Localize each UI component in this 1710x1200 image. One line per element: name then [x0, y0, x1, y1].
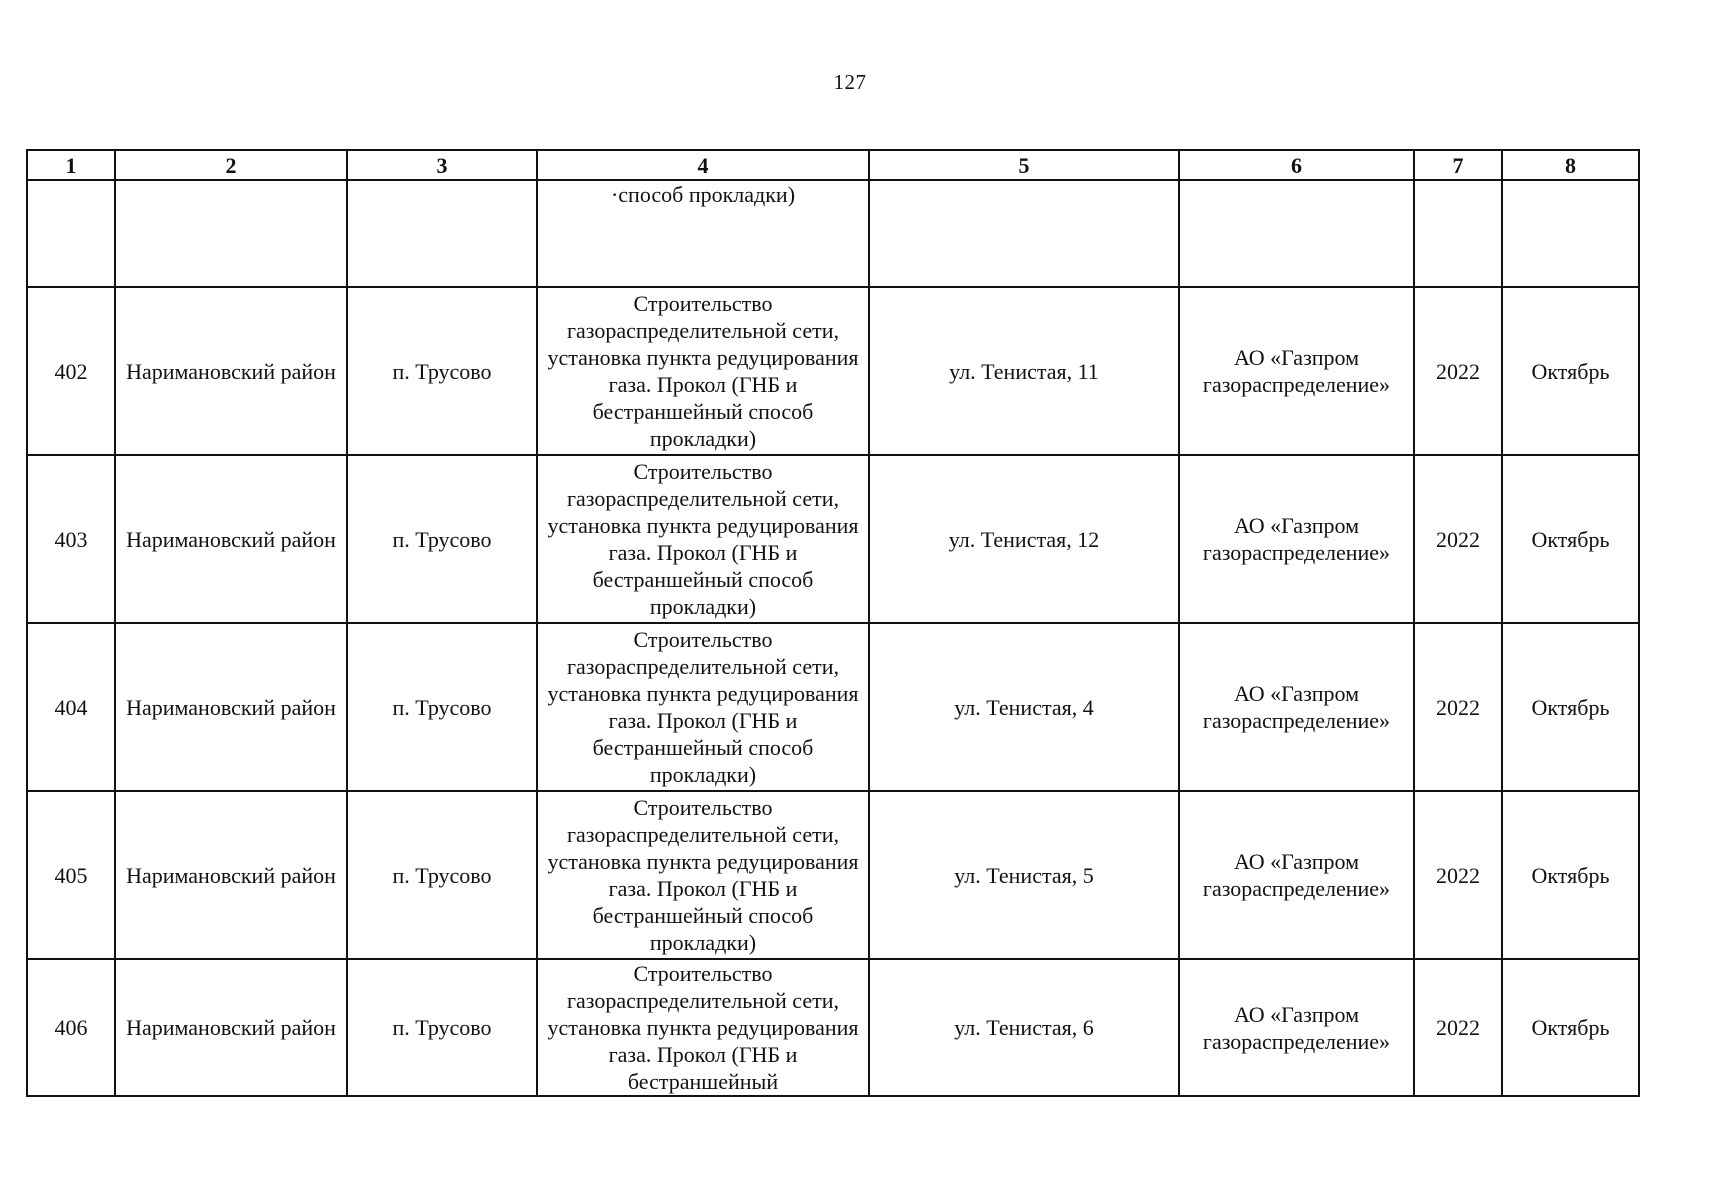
- cell-organization: АО «Газпром газораспределение»: [1179, 791, 1414, 959]
- header-col-2: 2: [115, 150, 347, 180]
- cell-settlement: п. Трусово: [347, 959, 537, 1096]
- cell-work-continuation: ·способ прокладки): [537, 180, 869, 287]
- cell-number: 404: [27, 623, 115, 791]
- cell-number: 406: [27, 959, 115, 1096]
- cell-month: Октябрь: [1502, 791, 1639, 959]
- table-row: [27, 455, 1639, 623]
- cell-organization: АО «Газпром газораспределение»: [1179, 455, 1414, 623]
- cell-work: Строительство газораспределительной сети, установка пункта редуцирования газа. Прокол (ГНБ и бестраншейный: [537, 959, 869, 1096]
- cell-month: Октябрь: [1502, 959, 1639, 1096]
- table-row: [27, 287, 1639, 455]
- cell-empty: [347, 180, 537, 287]
- cell-number: 405: [27, 791, 115, 959]
- cell-empty: [1414, 180, 1502, 287]
- cell-settlement: п. Трусово: [347, 455, 537, 623]
- cell-district: Наримановский район: [115, 791, 347, 959]
- cell-month: Октябрь: [1502, 287, 1639, 455]
- cell-month: Октябрь: [1502, 455, 1639, 623]
- cell-empty: [1502, 180, 1639, 287]
- cell-work: Строительство газораспределительной сети, установка пункта редуцирования газа. Прокол (ГНБ и бестраншейный способ прокладки): [537, 455, 869, 623]
- cell-address: ул. Тенистая, 11: [869, 287, 1179, 455]
- cell-year: 2022: [1414, 623, 1502, 791]
- cell-number: 402: [27, 287, 115, 455]
- table-row: [27, 791, 1639, 959]
- table-row: [27, 959, 1639, 1096]
- header-col-8: 8: [1502, 150, 1639, 180]
- header-col-4: 4: [537, 150, 869, 180]
- data-table: [26, 149, 1640, 1097]
- table-row: [27, 623, 1639, 791]
- cell-district: Наримановский район: [115, 455, 347, 623]
- cell-organization: АО «Газпром газораспределение»: [1179, 959, 1414, 1096]
- header-row: [27, 150, 1639, 180]
- header-col-7: 7: [1414, 150, 1502, 180]
- cell-address: ул. Тенистая, 4: [869, 623, 1179, 791]
- cell-work: Строительство газораспределительной сети, установка пункта редуцирования газа. Прокол (ГНБ и бестраншейный способ прокладки): [537, 623, 869, 791]
- cell-empty: [115, 180, 347, 287]
- cell-work: Строительство газораспределительной сети, установка пункта редуцирования газа. Прокол (ГНБ и бестраншейный способ прокладки): [537, 287, 869, 455]
- continuation-row: [27, 180, 1639, 287]
- cell-address: ул. Тенистая, 6: [869, 959, 1179, 1096]
- cell-address: ул. Тенистая, 12: [869, 455, 1179, 623]
- cell-address: ул. Тенистая, 5: [869, 791, 1179, 959]
- cell-empty: [27, 180, 115, 287]
- cell-empty: [869, 180, 1179, 287]
- cell-district: Наримановский район: [115, 959, 347, 1096]
- header-col-6: 6: [1179, 150, 1414, 180]
- cell-year: 2022: [1414, 791, 1502, 959]
- cell-settlement: п. Трусово: [347, 623, 537, 791]
- cell-work: Строительство газораспределительной сети, установка пункта редуцирования газа. Прокол (ГНБ и бестраншейный способ прокладки): [537, 791, 869, 959]
- header-col-5: 5: [869, 150, 1179, 180]
- cell-district: Наримановский район: [115, 287, 347, 455]
- header-col-3: 3: [347, 150, 537, 180]
- header-col-1: 1: [27, 150, 115, 180]
- cell-district: Наримановский район: [115, 623, 347, 791]
- cell-year: 2022: [1414, 959, 1502, 1096]
- cell-organization: АО «Газпром газораспределение»: [1179, 623, 1414, 791]
- cell-empty: [1179, 180, 1414, 287]
- page-number: 127: [833, 70, 867, 94]
- cell-organization: АО «Газпром газораспределение»: [1179, 287, 1414, 455]
- cell-month: Октябрь: [1502, 623, 1639, 791]
- cell-year: 2022: [1414, 287, 1502, 455]
- cell-settlement: п. Трусово: [347, 791, 537, 959]
- cell-settlement: п. Трусово: [347, 287, 537, 455]
- cell-year: 2022: [1414, 455, 1502, 623]
- cell-number: 403: [27, 455, 115, 623]
